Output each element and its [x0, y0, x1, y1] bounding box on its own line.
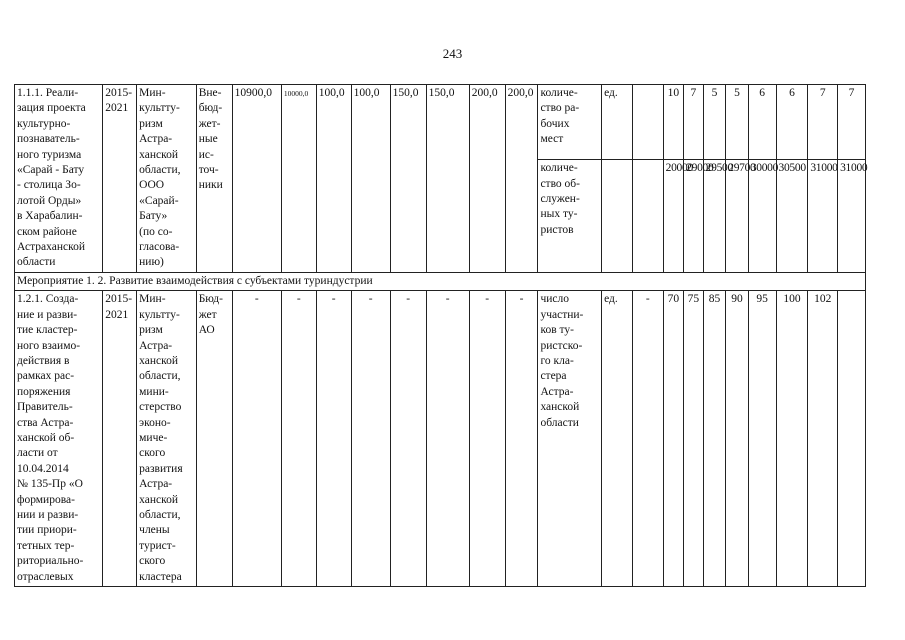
indicator-value: 29700: [726, 160, 749, 273]
indicator-base: -: [632, 291, 663, 587]
indicator-value: 29500: [703, 160, 726, 273]
finance-cell: -: [281, 291, 316, 587]
indicator-value: 5: [726, 85, 749, 160]
finance-cell: 10900,0: [232, 85, 281, 273]
finance-cell: -: [232, 291, 281, 587]
indicator-value: 100: [776, 291, 808, 587]
finance-cell: -: [316, 291, 351, 587]
indicator-name: число участни- ков ту- ристско- го кла- стера Астра- ханской области: [538, 291, 602, 587]
finance-cell: 150,0: [390, 85, 426, 273]
indicator-base: [632, 85, 663, 160]
program-table: [14, 84, 866, 587]
period-cell: 2015- 2021: [103, 85, 137, 273]
indicator-value: 85: [703, 291, 726, 587]
finance-cell: 100,0: [316, 85, 351, 273]
finance-cell: 150,0: [426, 85, 469, 273]
indicator-value: 10: [663, 85, 684, 160]
indicator-value: 30000: [748, 160, 776, 273]
indicator-value: 30500: [776, 160, 808, 273]
indicator-value: 6: [776, 85, 808, 160]
measure-name: 1.2.1. Созда- ние и разви- тие кластер- ного взаимо- действия в рамках рас- поряжения Правитель- ства Астра- ханской об- ласти от 10.04.2014 № 135-Пр «О формирова- нии и разви- тии приори- тетных тер- риториально- отраслевых: [15, 291, 103, 587]
indicator-value: 29000: [684, 160, 704, 273]
indicator-value: 31000: [838, 160, 866, 273]
finance-cell: 200,0: [469, 85, 505, 273]
indicator-unit: ед.: [602, 85, 633, 160]
indicator-value: 70: [663, 291, 684, 587]
indicator-unit: [602, 160, 633, 273]
finance-cell: -: [505, 291, 538, 587]
indicator-value: [838, 291, 866, 587]
indicator-name: количе- ство об- служен- ных ту- ристов: [538, 160, 602, 273]
indicator-value: 75: [684, 291, 704, 587]
indicator-value: 102: [808, 291, 838, 587]
indicator-value: 6: [748, 85, 776, 160]
finance-cell: -: [390, 291, 426, 587]
table-row: [15, 272, 866, 290]
measure-name: 1.1.1. Реали- зация проекта культурно- познаватель- ного туризма «Сарай - Бату - столица Зо- лотой Орды» в Харабалин- ском районе Астраханской области: [15, 85, 103, 273]
indicator-value: 31000: [808, 160, 838, 273]
indicator-value: 7: [808, 85, 838, 160]
indicator-value: 7: [838, 85, 866, 160]
indicator-value: 90: [726, 291, 749, 587]
finance-cell: -: [351, 291, 390, 587]
indicator-unit: ед.: [602, 291, 633, 587]
indicator-name: количе- ство ра- бочих мест: [538, 85, 602, 160]
section-heading: Мероприятие 1. 2. Развитие взаимодействия с субъектами туриндустрии: [15, 272, 866, 290]
indicator-value: 20000: [663, 160, 684, 273]
executor-cell: Мин- культту- ризм Астра- ханской области, ООО «Сарай- Бату» (по со- гласова- нию): [137, 85, 197, 273]
finance-cell: -: [426, 291, 469, 587]
source-cell: Вне- бюд- жет- ные ис- точ- ники: [196, 85, 232, 273]
indicator-value: 5: [703, 85, 726, 160]
finance-cell: 100,0: [351, 85, 390, 273]
executor-cell: Мин- культту- ризм Астра- ханской области, мини- стерство эконо- миче- ского развития Астра- ханской области, члены турист- ского кластера: [137, 291, 197, 587]
finance-cell: 10000,0: [281, 85, 316, 273]
indicator-value: 7: [684, 85, 704, 160]
table-row: [15, 85, 866, 160]
period-cell: 2015- 2021: [103, 291, 137, 587]
source-cell: Бюд- жет АО: [196, 291, 232, 587]
page-number: 243: [442, 46, 463, 61]
table-row: [15, 291, 866, 587]
finance-cell: -: [469, 291, 505, 587]
indicator-base: [632, 160, 663, 273]
indicator-value: 95: [748, 291, 776, 587]
finance-cell: 200,0: [505, 85, 538, 273]
